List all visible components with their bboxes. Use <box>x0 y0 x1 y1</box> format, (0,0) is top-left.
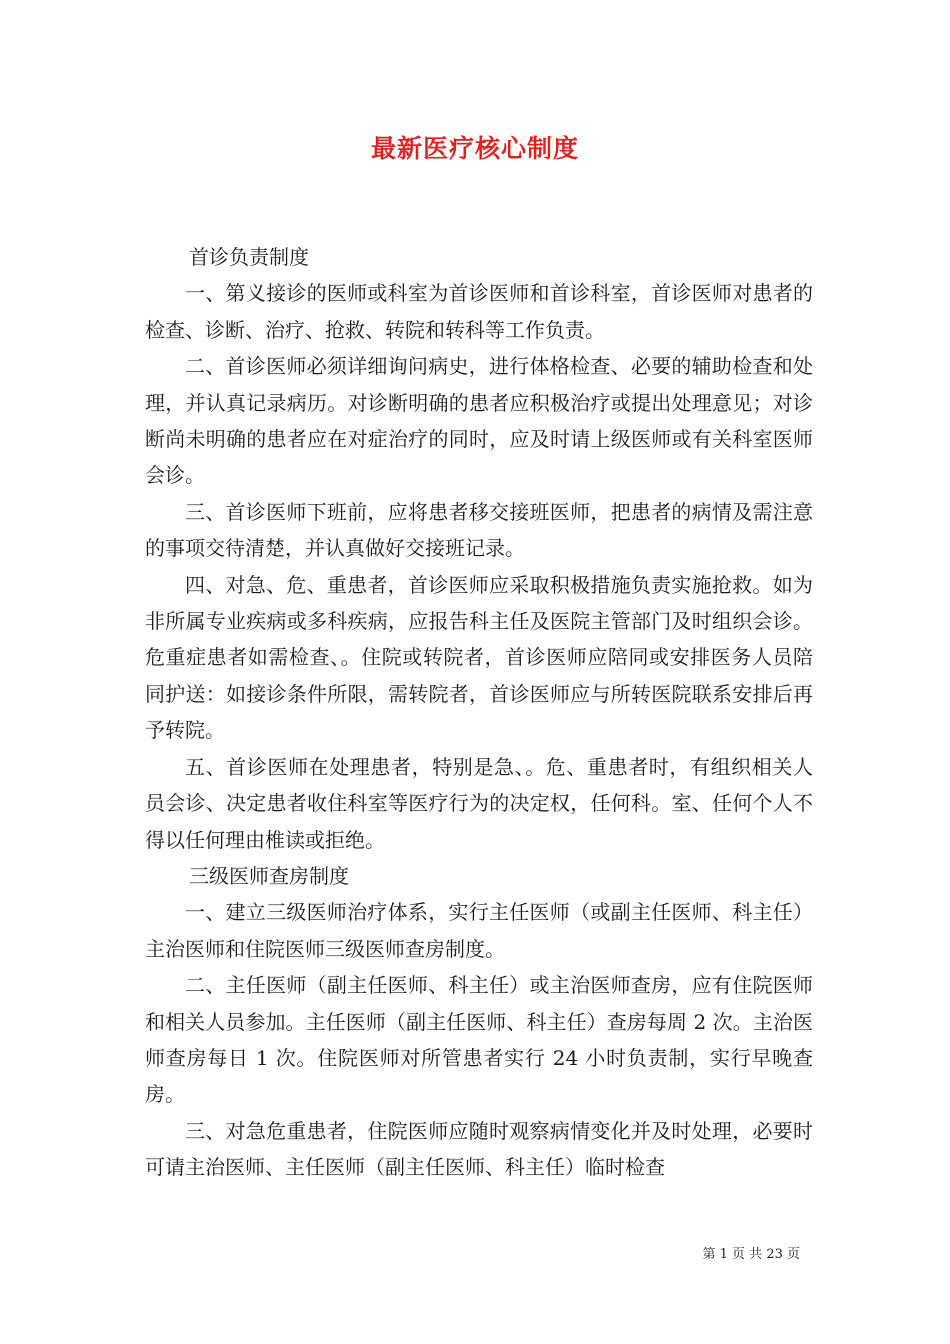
paragraph: 二、主任医师（副主任医师、科主任）或主治医师查房，应有住院医师和相关人员参加。主任医师（副主任医师、科主任）查房每周 2 次。主治医师查房每日 1 次。住院医师对所管患者实行 24 小时负责制，实行早晚查房。 <box>145 973 813 1107</box>
section-heading-ward-rounds: 三级医师查房制度 <box>189 863 349 888</box>
document-body <box>145 239 813 1186</box>
paragraph: 三、首诊医师下班前，应将患者移交接班医师，把患者的病情及需注意的事项交待清楚，并认真做好交接班记录。 <box>145 499 813 561</box>
paragraph: 一、第义接诊的医师或科室为首诊医师和首诊科室，首诊医师对患者的检查、诊断、治疗、抢救、转院和转科等工作负责。 <box>145 281 813 342</box>
paragraph: 一、建立三级医师治疗体系，实行主任医师（或副主任医师、科主任）主治医师和住院医师三级医师查房制度。 <box>145 900 813 961</box>
paragraph: 四、对急、危、重患者，首诊医师应采取积极措施负责实施抢救。如为非所属专业疾病或多科疾病，应报告科主任及医院主管部门及时组织会诊。危重症患者如需检查、。住院或转院者，首诊医师应陪同或安排医务人员陪同护送：如接诊条件所限，需转院者，首诊医师应与所转医院联系安排后再予转院。 <box>145 572 813 743</box>
section-heading-first-visit: 首诊负责制度 <box>189 245 309 269</box>
page-number: 第 1 页 共 23 页 <box>702 1247 800 1262</box>
paragraph: 二、首诊医师必须详细询问病史，进行体格检查、必要的辅助检查和处理，并认真记录病历。对诊断明确的患者应积极治疗或提出处理意见；对诊断尚未明确的患者应在对症治疗的同时，应及时请上级医师或有关科室医师会诊。 <box>145 354 813 488</box>
paragraph: 五、首诊医师在处理患者，特别是急、。危、重患者时，有组织相关人员会诊、决定患者收住科室等医疗行为的决定权，任何科。室、任何个人不得以任何理由椎读或拒绝。 <box>145 754 813 852</box>
paragraph: 三、对急危重患者，住院医师应随时观察病情变化并及时处理，必要时可请主治医师、主任医师（副主任医师、科主任）临时检查 <box>145 1118 813 1180</box>
document-title: 最新医疗核心制度 <box>370 134 579 163</box>
